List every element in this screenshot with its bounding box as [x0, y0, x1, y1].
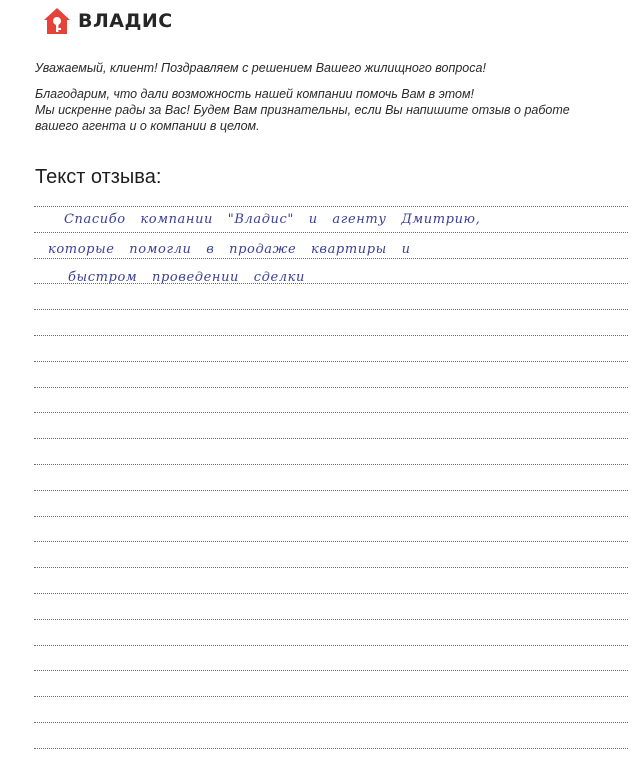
ruled-line — [34, 619, 628, 620]
handwritten-line: быстром проведении сделки — [68, 270, 305, 285]
ruled-line — [34, 309, 628, 310]
ruled-line — [34, 387, 628, 388]
ruled-line — [34, 232, 628, 233]
brand-name: ВЛАДИС — [78, 10, 173, 32]
ruled-line — [34, 206, 628, 207]
ruled-line — [34, 567, 628, 568]
ruled-line — [34, 645, 628, 646]
review-title: Текст отзыва: — [35, 166, 162, 188]
ruled-line — [34, 696, 628, 697]
ruled-line — [34, 490, 628, 491]
ruled-line — [34, 258, 628, 259]
thanks-line: Мы искренне рады за Вас! Будем Вам признательны, если Вы напишите отзыв о работе — [35, 103, 570, 117]
handwritten-line: которые помогли в продаже квартиры и — [48, 242, 411, 257]
ruled-line — [34, 670, 628, 671]
handwritten-line: Спасибо компании "Владис" и агенту Дмитрию, — [64, 212, 481, 227]
ruled-line — [34, 748, 628, 749]
ruled-line — [34, 361, 628, 362]
ruled-line — [34, 335, 628, 336]
thanks-line: вашего агента и о компании в целом. — [35, 119, 260, 133]
ruled-line — [34, 593, 628, 594]
ruled-line — [34, 412, 628, 413]
thanks-line: Благодарим, что дали возможность нашей компании помочь Вам в этом! — [35, 87, 475, 101]
ruled-line — [34, 516, 628, 517]
ruled-line — [34, 541, 628, 542]
ruled-line — [34, 722, 628, 723]
ruled-line — [34, 464, 628, 465]
ruled-line — [34, 438, 628, 439]
greeting-text: Уважаемый, клиент! Поздравляем с решением Вашего жилищного вопроса! — [35, 61, 486, 75]
ruled-lines — [34, 0, 628, 768]
